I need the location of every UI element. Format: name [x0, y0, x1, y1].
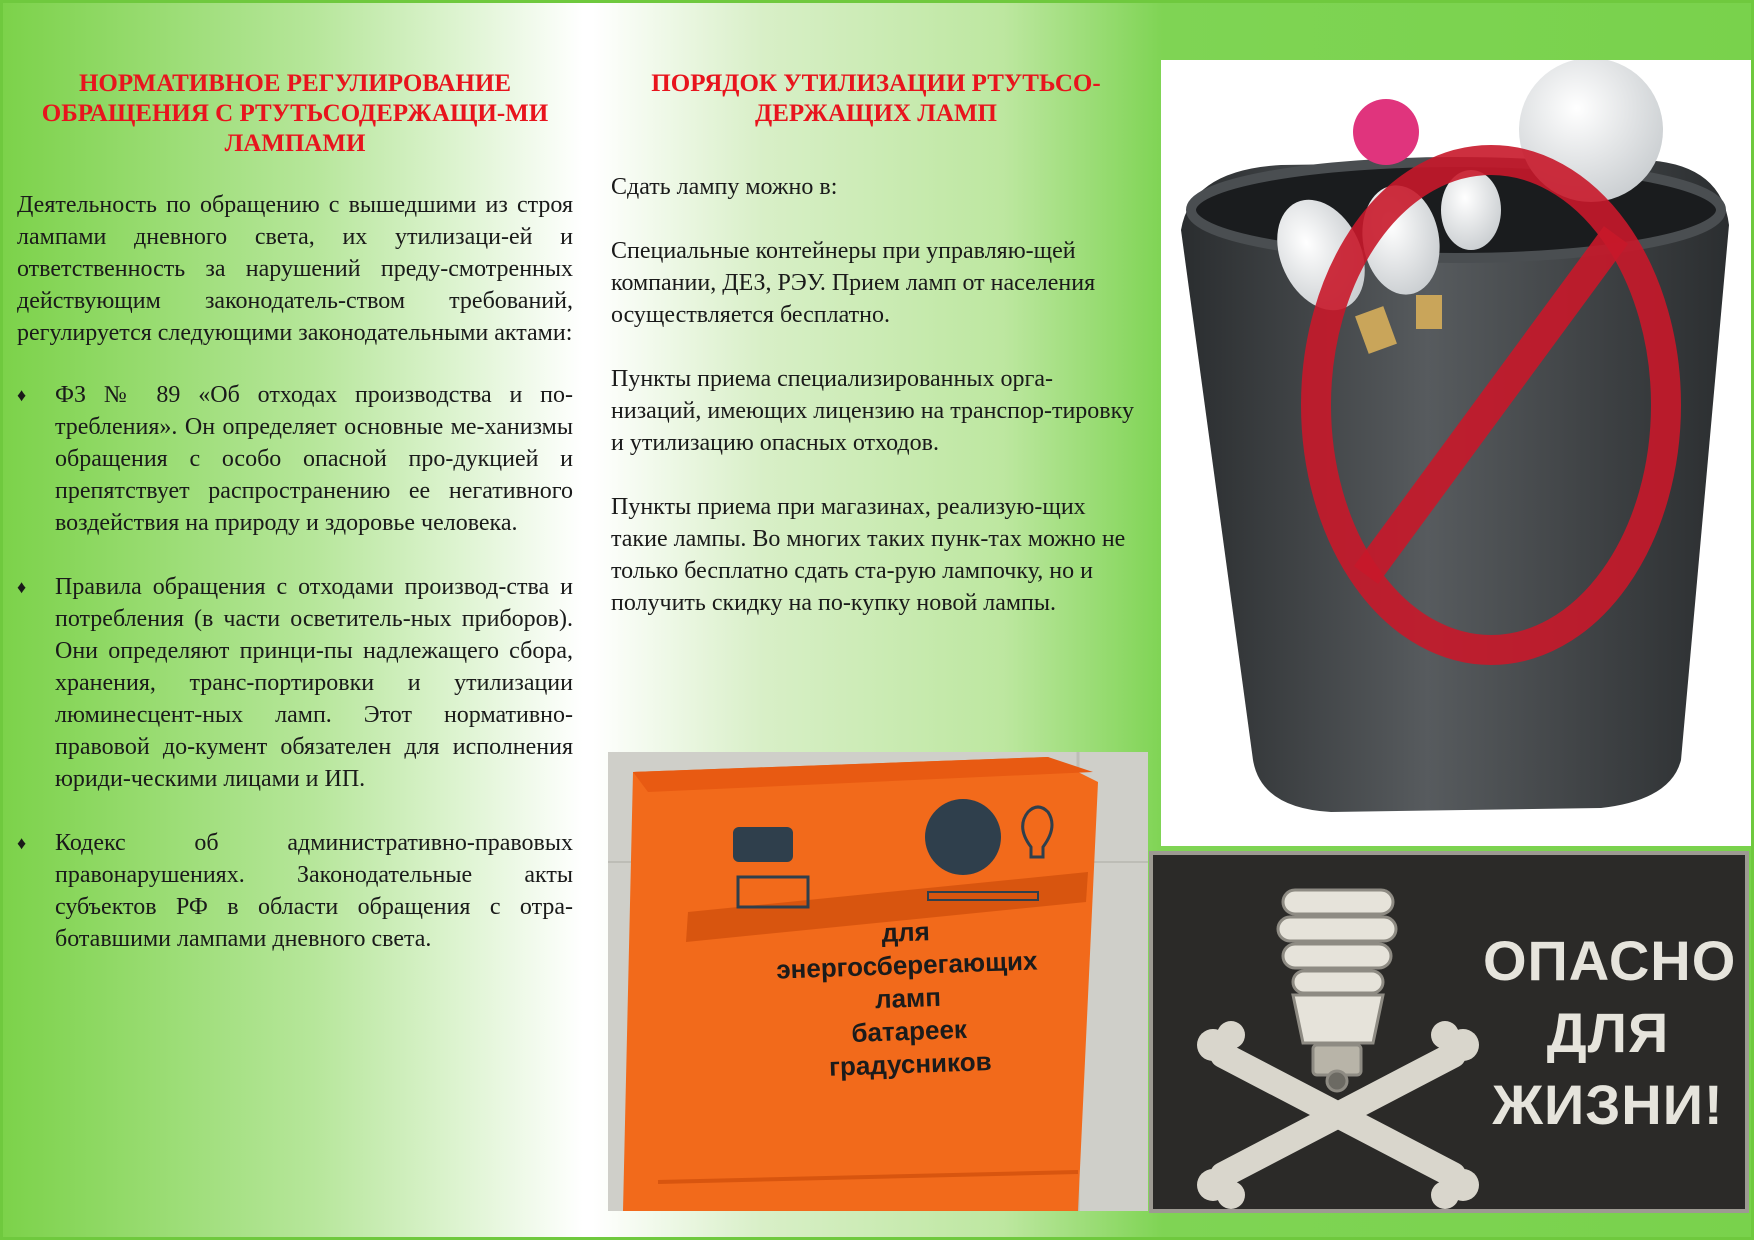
list-item [17, 827, 573, 955]
diamond-bullet-icon: ♦ [17, 385, 27, 405]
danger-sign-line: ОПАСНО [1483, 929, 1737, 992]
regulation-heading: НОРМАТИВНОЕ РЕГУЛИРОВАНИЕ ОБРАЩЕНИЯ С РТУТЬСОДЕРЖАЩИ-МИ ЛАМПАМИ [41, 70, 549, 157]
danger-sign-text [1483, 925, 1737, 1141]
list-item-text: ФЗ № 89 «Об отходах производства и по-требления». Он определяет основные ме-ханизмы обращения с особо опасной про-дукцией и препятствует распространению ее негативного воздействия на природу и здоровье человека. [55, 382, 573, 536]
regulation-column [17, 69, 573, 987]
trash-bin-prohibited-image [1161, 60, 1751, 846]
disposal-column [611, 69, 1141, 619]
disposal-lead: Сдать лампу можно в: [611, 174, 838, 200]
container-label-line: градусников [828, 1046, 993, 1082]
danger-sign-line: ЖИЗНИ! [1492, 1073, 1724, 1136]
container-label-line: ламп [874, 981, 942, 1015]
danger-sign-line: ДЛЯ [1546, 1001, 1670, 1064]
orange-collection-container-image [608, 752, 1148, 1211]
list-item [17, 379, 573, 539]
list-item-text: Кодекс об административно-правовых правонарушениях. Законодательные акты субъектов РФ в области обращения с отра-ботавшими лампами дневного света. [55, 830, 573, 952]
disposal-item: Пункты приема специализированных орга-низаций, имеющих лицензию на транспор-тировку и утилизацию опасных отходов. [611, 366, 1134, 456]
regulation-intro: Деятельность по обращению с вышедшими из строя лампами дневного света, их утилизаци-ей и ответственность за нарушений преду-смотренных действующим законодатель-ством требований, регулируется следующими законодательными актами: [17, 192, 573, 346]
disposal-item: Специальные контейнеры при управляю-щей компании, ДЕЗ, РЭУ. Прием ламп от населения осуществляется бесплатно. [611, 238, 1096, 328]
danger-sign-image [1149, 851, 1749, 1213]
trash-bin-illustration [1161, 60, 1751, 846]
container-label [735, 910, 1081, 1087]
disposal-heading: ПОРЯДОК УТИЛИЗАЦИИ РТУТЬСО-ДЕРЖАЩИХ ЛАМП [651, 70, 1101, 127]
disposal-item: Пункты приема при магазинах, реализую-щих такие лампы. Во многих таких пунк-тах можно не только бесплатно сдать ста-рую лампочку, но и получить скидку на по-купку новой лампы. [611, 494, 1126, 616]
list-item [17, 571, 573, 795]
list-item-text: Правила обращения с отходами производ-ства и потребления (в части осветитель-ных приборов). Они определяют принци-пы надлежащего сбора, хранения, транс-портировки и утилизации люминесцент-ных ламп. Этот нормативно-правовой до-кумент обязателен для исполнения юриди-ческими лицами и ИП. [55, 574, 573, 792]
container-label-line: батареек [850, 1013, 968, 1048]
diamond-bullet-icon: ♦ [17, 577, 27, 597]
container-label-line: для [881, 916, 931, 948]
diamond-bullet-icon: ♦ [17, 833, 27, 853]
regulation-list [17, 379, 573, 955]
container-label-line: энергосберегающих [775, 945, 1038, 985]
